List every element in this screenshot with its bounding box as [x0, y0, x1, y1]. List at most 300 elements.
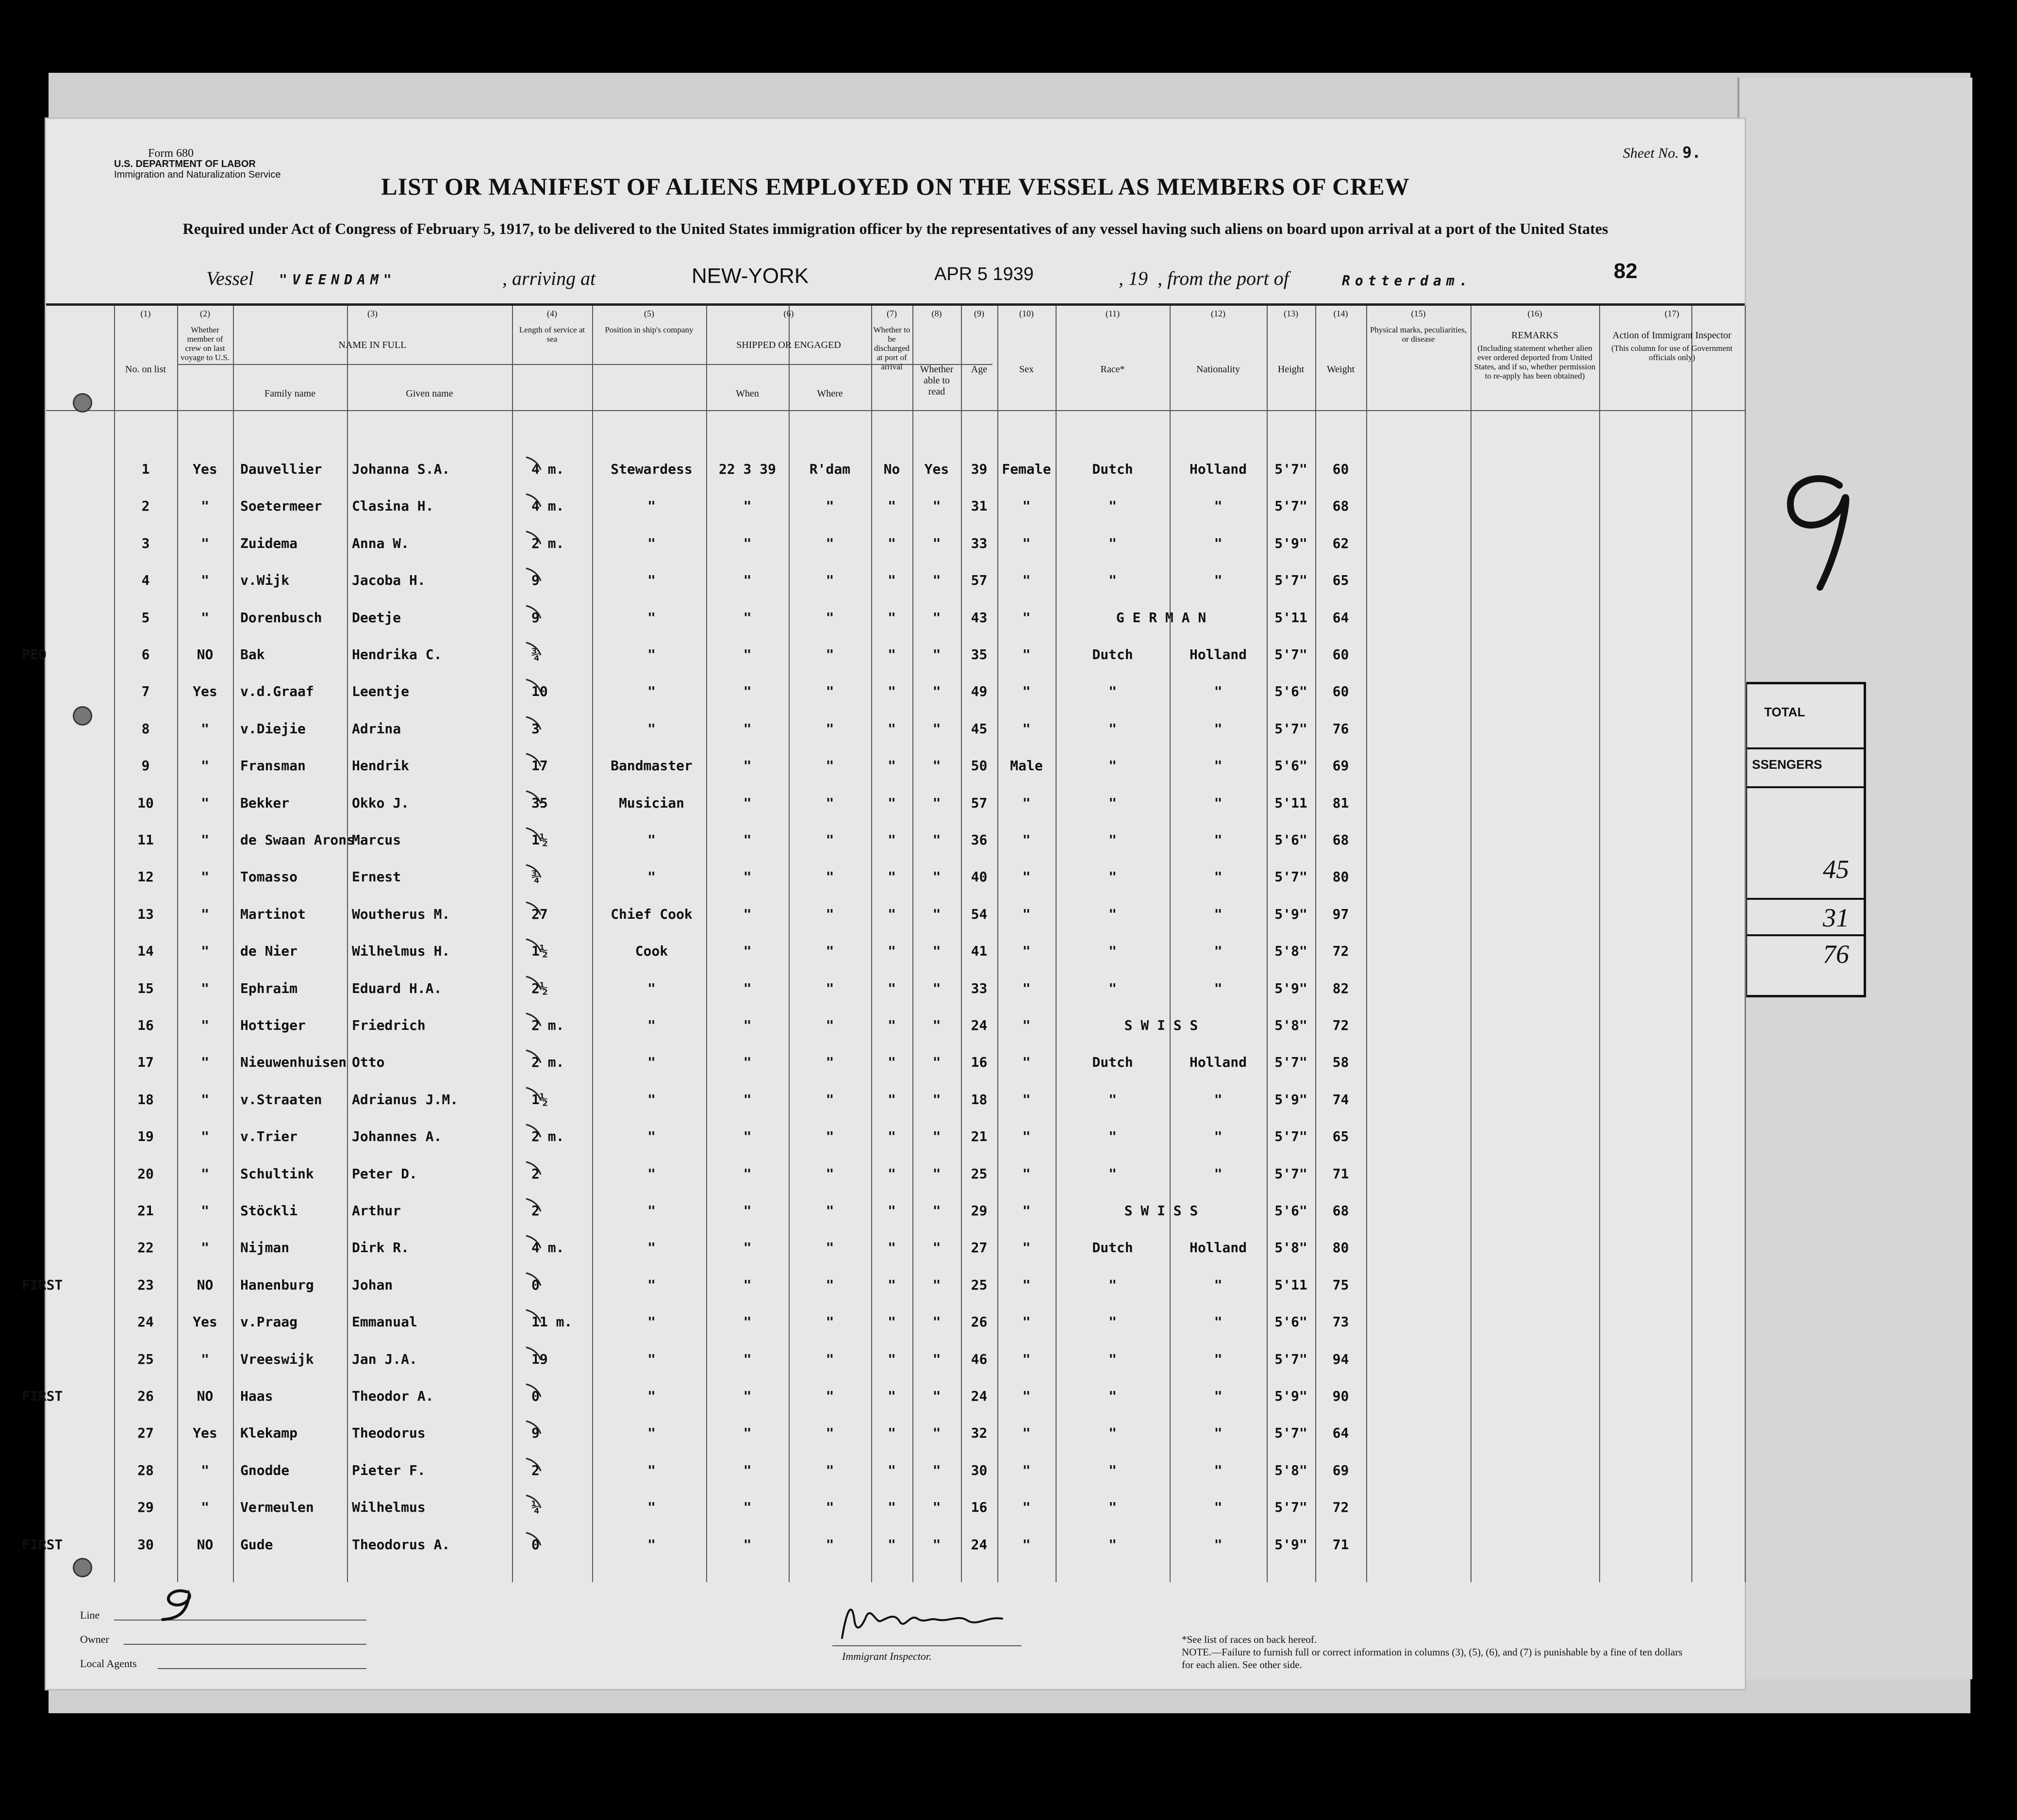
cell-service: 1½	[531, 1092, 548, 1108]
cell-service: 4 m.	[531, 461, 564, 477]
cell-family: v.Straaten	[240, 1092, 322, 1108]
table-row	[46, 795, 1745, 824]
cell-nationality: "	[1214, 1314, 1223, 1330]
cell-nationality: "	[1214, 906, 1223, 922]
line-underline	[114, 1620, 366, 1621]
cell-service: ¼	[531, 1499, 540, 1515]
table-row	[46, 461, 1745, 490]
cell-where: "	[826, 610, 834, 626]
cell-when: "	[743, 795, 752, 811]
cell-crew: "	[201, 795, 209, 811]
cell-sex: "	[1022, 943, 1031, 959]
department-name: U.S. DEPARTMENT OF LABOR	[114, 159, 256, 169]
cell-given: Okko J.	[352, 795, 410, 811]
cell-given: Marcus	[352, 832, 401, 848]
table-row	[46, 1462, 1745, 1491]
table-row	[46, 1054, 1745, 1083]
check-tick	[524, 786, 553, 806]
cell-when: "	[743, 980, 752, 996]
check-tick	[524, 601, 553, 620]
cell-service: 9	[531, 1425, 540, 1441]
cell-age: 46	[971, 1351, 988, 1367]
cell-when: "	[743, 1166, 752, 1182]
cell-age: 30	[971, 1462, 988, 1478]
cell-sex: Female	[1002, 461, 1051, 477]
cell-nationality: Holland	[1189, 646, 1247, 662]
cell-no: 24	[137, 1314, 154, 1330]
cell-read: "	[932, 906, 941, 922]
cell-weight: 65	[1332, 572, 1349, 588]
cell-nationality: "	[1214, 943, 1223, 959]
cell-family: Gude	[240, 1537, 273, 1553]
cell-age: 18	[971, 1092, 988, 1108]
cell-discharged: "	[888, 498, 896, 514]
sheet-number	[1623, 143, 1701, 162]
column-header: Whether to be discharged at port of arrival	[873, 325, 910, 371]
cell-no: 16	[137, 1017, 154, 1033]
cell-race: Dutch	[1092, 461, 1133, 477]
cell-service: 0	[531, 1277, 540, 1293]
cell-sex: "	[1022, 1277, 1031, 1293]
cell-race: "	[1108, 1277, 1117, 1293]
cell-given: Theodorus	[352, 1425, 426, 1441]
cell-race: "	[1108, 980, 1117, 996]
cell-nationality: Holland	[1189, 1240, 1247, 1256]
cell-race: "	[1108, 758, 1117, 774]
cell-crew: "	[201, 980, 209, 996]
cell-crew: "	[201, 1128, 209, 1144]
check-tick	[524, 452, 553, 472]
cell-where: "	[826, 795, 834, 811]
cell-sex: "	[1022, 572, 1031, 588]
table-row	[46, 1425, 1745, 1454]
cell-position: Cook	[635, 943, 668, 959]
column-header: Length of service at sea	[519, 325, 585, 344]
cell-given: Hendrik	[352, 758, 410, 774]
cell-position: "	[647, 610, 656, 626]
cell-weight: 71	[1332, 1537, 1349, 1553]
cell-no: 19	[137, 1128, 154, 1144]
cell-where: "	[826, 1203, 834, 1219]
cell-weight: 80	[1332, 1240, 1349, 1256]
cell-nationality: "	[1214, 1277, 1223, 1293]
table-row	[46, 1017, 1745, 1046]
cell-no: 11	[137, 832, 154, 848]
cell-discharged: "	[888, 1092, 896, 1108]
cell-race: "	[1108, 721, 1117, 737]
cell-weight: 65	[1332, 1128, 1349, 1144]
cell-crew: "	[201, 535, 209, 551]
cell-height: 5'9"	[1274, 1092, 1307, 1108]
cell-sex: "	[1022, 906, 1031, 922]
cell-sex: "	[1022, 535, 1031, 551]
check-tick	[524, 897, 553, 917]
column-header: Race*	[1100, 364, 1125, 375]
cell-position: "	[647, 1351, 656, 1367]
cell-discharged: "	[888, 1537, 896, 1553]
cell-crew: "	[201, 1166, 209, 1182]
cell-when: "	[743, 535, 752, 551]
cell-race: "	[1108, 1351, 1117, 1367]
cell-nationality: Holland	[1189, 1054, 1247, 1070]
cell-given: Ernest	[352, 869, 401, 885]
cell-service: ¾	[531, 869, 540, 885]
cell-position: "	[647, 1203, 656, 1219]
column-number: (2)	[200, 309, 210, 318]
cell-given: Arthur	[352, 1203, 401, 1219]
cell-read: "	[932, 572, 941, 588]
cell-family: de Swaan Arons	[240, 832, 355, 848]
cell-crew: Yes	[193, 1314, 217, 1330]
cell-discharged: "	[888, 1314, 896, 1330]
table-row	[46, 1128, 1745, 1158]
punch-hole	[73, 393, 92, 413]
cell-race: "	[1108, 1092, 1117, 1108]
table-row	[22, 1388, 1745, 1417]
cell-no: 18	[137, 1092, 154, 1108]
cell-race: "	[1108, 1462, 1117, 1478]
tally-row-2	[1747, 898, 1864, 936]
cell-read: "	[932, 1314, 941, 1330]
cell-race: "	[1108, 1128, 1117, 1144]
column-number: (6)	[783, 309, 794, 318]
table-row	[46, 906, 1745, 935]
local-agents-label: Local Agents	[80, 1657, 137, 1670]
cell-nationality: "	[1214, 832, 1223, 848]
column-number: (10)	[1019, 309, 1034, 318]
table-row	[46, 1499, 1745, 1528]
cell-crew: "	[201, 869, 209, 885]
cell-family: Klekamp	[240, 1425, 298, 1441]
cell-given: Adrianus J.M.	[352, 1092, 459, 1108]
cell-age: 50	[971, 758, 988, 774]
cell-race: Dutch	[1092, 1240, 1133, 1256]
cell-no: 30	[137, 1537, 154, 1553]
cell-height: 5'8"	[1274, 943, 1307, 959]
cell-age: 32	[971, 1425, 988, 1441]
check-tick	[524, 1268, 553, 1288]
column-header: SHIPPED OR ENGAGED	[736, 340, 841, 350]
cell-where: "	[826, 1537, 834, 1553]
cell-given: Leentje	[352, 683, 410, 699]
cell-discharged: "	[888, 1054, 896, 1070]
cell-sex: "	[1022, 1240, 1031, 1256]
cell-given: Theodorus A.	[352, 1537, 450, 1553]
cell-nationality: "	[1214, 572, 1223, 588]
cell-given: Woutherus M.	[352, 906, 450, 922]
cell-family: Fransman	[240, 758, 306, 774]
cell-service: 2	[531, 1462, 540, 1478]
cell-race: "	[1108, 572, 1117, 588]
cell-weight: 58	[1332, 1054, 1349, 1070]
check-tick	[524, 1194, 553, 1213]
cell-age: 36	[971, 832, 988, 848]
sheet-number-label: Sheet No.	[1622, 145, 1679, 161]
cell-when: "	[743, 1203, 752, 1219]
manifest-sheet	[22, 119, 1745, 1689]
cell-service: 4 m.	[531, 1240, 564, 1256]
cell-position: "	[647, 1537, 656, 1553]
cell-position: Musician	[619, 795, 684, 811]
column-subheader: Where	[817, 388, 843, 399]
vessel-line	[206, 259, 1662, 296]
table-row	[46, 572, 1745, 601]
cell-sex: "	[1022, 683, 1031, 699]
cell-crew: NO	[197, 646, 214, 662]
cell-when: "	[743, 646, 752, 662]
cell-nationality: "	[1214, 1425, 1223, 1441]
cell-family: Dauvellier	[240, 461, 322, 477]
cell-race: S W I S S	[1124, 1203, 1198, 1219]
cell-height: 5'8"	[1274, 1240, 1307, 1256]
cell-where: "	[826, 572, 834, 588]
check-tick	[524, 1083, 553, 1102]
cell-family: Tomasso	[240, 869, 298, 885]
owner-underline	[124, 1644, 366, 1645]
cell-position: "	[647, 869, 656, 885]
cell-where: "	[826, 646, 834, 662]
cell-discharged: "	[888, 1499, 896, 1515]
cell-service: 2 m.	[531, 1054, 564, 1070]
cell-no: 5	[141, 610, 150, 626]
punch-hole	[73, 1558, 92, 1577]
cell-given: Johan	[352, 1277, 393, 1293]
cell-where: "	[826, 832, 834, 848]
cell-height: 5'7"	[1274, 1351, 1307, 1367]
cell-read: "	[932, 832, 941, 848]
cell-service: 1½	[531, 832, 548, 848]
table-row	[46, 1351, 1745, 1380]
cell-when: "	[743, 1054, 752, 1070]
cell-service: 2½	[531, 980, 548, 996]
table-row	[46, 869, 1745, 898]
cell-where: "	[826, 1425, 834, 1441]
cell-sex: "	[1022, 1351, 1031, 1367]
handwritten-nine	[1767, 466, 1873, 592]
cell-position: "	[647, 1166, 656, 1182]
cell-age: 57	[971, 795, 988, 811]
manifest-subtitle: Required under Act of Congress of February 5, 1917, to be delivered to the United States immigration officer by the representatives of any vessel having such aliens on board upon arrival at a port of the United States	[182, 220, 1608, 237]
cell-service: 17	[531, 758, 548, 774]
cell-where: "	[826, 1314, 834, 1330]
column-header: REMARKS	[1511, 330, 1558, 341]
cell-race: "	[1108, 1537, 1117, 1553]
cell-given: Wilhelmus H.	[352, 943, 450, 959]
cell-given: Dirk R.	[352, 1240, 410, 1256]
cell-race: S W I S S	[1124, 1017, 1198, 1033]
cell-age: 27	[971, 1240, 988, 1256]
cell-weight: 75	[1332, 1277, 1349, 1293]
cell-read: "	[932, 498, 941, 514]
column-subheader: When	[736, 388, 759, 399]
cell-service: 10	[531, 683, 548, 699]
cell-where: "	[826, 683, 834, 699]
cell-weight: 60	[1332, 646, 1349, 662]
cell-family: Vermeulen	[240, 1499, 314, 1515]
column-header: Height	[1277, 364, 1305, 375]
vessel-name: "VEENDAM"	[279, 272, 397, 288]
cell-no: 20	[137, 1166, 154, 1182]
column-header: Physical marks, peculiarities, or disease	[1370, 325, 1467, 344]
cell-where: "	[826, 1017, 834, 1033]
cell-no: 12	[137, 869, 154, 885]
cell-discharged: "	[888, 1277, 896, 1293]
cell-height: 5'9"	[1274, 980, 1307, 996]
cell-age: 24	[971, 1537, 988, 1553]
cell-age: 25	[971, 1166, 988, 1182]
owner-label: Owner	[80, 1633, 109, 1645]
cell-where: "	[826, 1128, 834, 1144]
table-row	[46, 1166, 1745, 1195]
cell-no: 4	[141, 572, 150, 588]
cell-when: "	[743, 1092, 752, 1108]
arriving-label: , arriving at	[502, 267, 596, 289]
cell-position: "	[647, 1017, 656, 1033]
cell-position: "	[647, 1092, 656, 1108]
cell-read: "	[932, 1388, 941, 1404]
column-subheader: (Including statement whether alien ever ordered deported from United States, and if so, whether permission to re-apply has been obtained)	[1474, 344, 1596, 381]
column-number: (8)	[931, 309, 942, 318]
arrival-date-stamp: APR 5 1939	[934, 264, 1034, 284]
cell-given: Otto	[352, 1054, 385, 1070]
cell-no: 14	[137, 943, 154, 959]
cell-height: 5'7"	[1274, 1499, 1307, 1515]
inspector-signature	[832, 1599, 1017, 1643]
column-number: (5)	[644, 309, 654, 318]
cell-height: 5'6"	[1274, 1314, 1307, 1330]
cell-age: 29	[971, 1203, 988, 1219]
cell-position: "	[647, 572, 656, 588]
cell-given: Pieter F.	[352, 1462, 426, 1478]
cell-when: "	[743, 869, 752, 885]
column-header: Age	[971, 364, 988, 375]
cell-sex: "	[1022, 1203, 1031, 1219]
cell-read: "	[932, 869, 941, 885]
cell-height: 5'6"	[1274, 1203, 1307, 1219]
cell-nationality: "	[1214, 1351, 1223, 1367]
check-tick	[524, 823, 553, 843]
check-tick	[524, 1231, 553, 1250]
check-tick	[524, 972, 553, 991]
cell-race: "	[1108, 535, 1117, 551]
margin-note: FIRST	[22, 1537, 63, 1553]
table-row	[46, 721, 1745, 750]
cell-weight: 80	[1332, 869, 1349, 885]
cell-sex: "	[1022, 832, 1031, 848]
cell-when: "	[743, 832, 752, 848]
sheet-number-value: 9.	[1682, 143, 1701, 162]
cell-discharged: "	[888, 869, 896, 885]
cell-weight: 60	[1332, 461, 1349, 477]
cell-given: Johanna S.A.	[352, 461, 450, 477]
cell-height: 5'7"	[1274, 1054, 1307, 1070]
cell-read: "	[932, 1462, 941, 1478]
check-tick	[524, 1009, 553, 1028]
margin-note: PEO	[22, 646, 47, 662]
column-header: Weight	[1326, 364, 1355, 375]
cell-family: Ephraim	[240, 980, 298, 996]
cell-when: "	[743, 906, 752, 922]
cell-service: 0	[531, 1537, 540, 1553]
cell-position: "	[647, 1425, 656, 1441]
cell-when: "	[743, 1277, 752, 1293]
cell-nationality: "	[1214, 1092, 1223, 1108]
cell-family: de Nier	[240, 943, 298, 959]
cell-position: "	[647, 1054, 656, 1070]
cell-when: "	[743, 683, 752, 699]
cell-family: v.Wijk	[240, 572, 290, 588]
cell-age: 25	[971, 1277, 988, 1293]
column-number: (17)	[1665, 309, 1679, 318]
cell-weight: 68	[1332, 832, 1349, 848]
cell-weight: 71	[1332, 1166, 1349, 1182]
cell-height: 5'6"	[1274, 683, 1307, 699]
cell-read: "	[932, 943, 941, 959]
cell-position: "	[647, 535, 656, 551]
table-row	[46, 758, 1745, 787]
tally-value-1: 45	[1823, 855, 1849, 884]
table-row	[46, 610, 1745, 639]
column-number: (4)	[547, 309, 557, 318]
cell-height: 5'7"	[1274, 1425, 1307, 1441]
cell-weight: 72	[1332, 1499, 1349, 1515]
cell-discharged: "	[888, 795, 896, 811]
cell-position: Stewardess	[611, 461, 693, 477]
cell-weight: 73	[1332, 1314, 1349, 1330]
cell-family: Hanenburg	[240, 1277, 314, 1293]
cell-no: 9	[141, 758, 150, 774]
cell-height: 5'11	[1274, 1277, 1307, 1293]
cell-discharged: "	[888, 1351, 896, 1367]
cell-when: "	[743, 1425, 752, 1441]
cell-crew: NO	[197, 1388, 214, 1404]
cell-when: "	[743, 721, 752, 737]
column-header: Position in ship's company	[605, 325, 694, 334]
cell-service: 0	[531, 1388, 540, 1404]
check-tick	[524, 1490, 553, 1510]
inspector-label: Immigrant Inspector.	[842, 1650, 932, 1662]
cell-race: "	[1108, 683, 1117, 699]
cell-age: 49	[971, 683, 988, 699]
cell-read: "	[932, 1054, 941, 1070]
cell-family: Nijman	[240, 1240, 290, 1256]
races-note: *See list of races on back hereof.	[1182, 1634, 1317, 1645]
cell-discharged: "	[888, 1166, 896, 1182]
cell-age: 33	[971, 535, 988, 551]
cell-nationality: "	[1214, 795, 1223, 811]
tally-header-row	[1747, 684, 1864, 749]
cell-position: "	[647, 1314, 656, 1330]
cell-age: 16	[971, 1499, 988, 1515]
manifest-table	[22, 306, 1745, 1582]
cell-weight: 68	[1332, 1203, 1349, 1219]
cell-discharged: "	[888, 980, 896, 996]
cell-position: "	[647, 980, 656, 996]
cell-service: 2 m.	[531, 1017, 564, 1033]
cell-where: "	[826, 498, 834, 514]
column-number: (1)	[140, 309, 151, 318]
vessel-label: Vessel	[206, 267, 254, 289]
cell-position: "	[647, 646, 656, 662]
cell-age: 40	[971, 869, 988, 885]
check-tick	[524, 934, 553, 954]
cell-service: 11 m.	[531, 1314, 573, 1330]
table-row	[46, 980, 1745, 1009]
cell-height: 5'8"	[1274, 1017, 1307, 1033]
check-tick	[524, 1305, 553, 1324]
check-tick	[524, 860, 553, 879]
cell-family: Dorenbusch	[240, 610, 322, 626]
